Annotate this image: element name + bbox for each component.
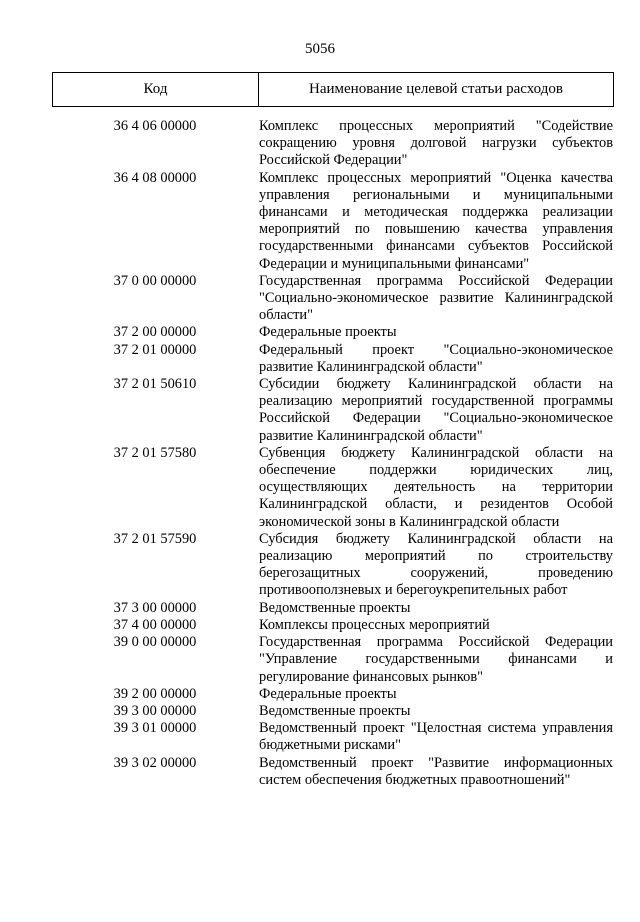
table-row xyxy=(52,600,614,617)
row-name: Федеральные проекты xyxy=(259,324,397,341)
row-code: 39 3 01 00000 xyxy=(113,720,197,737)
row-name: Федеральный проект "Социально-экономическое развитие Калининградской области" xyxy=(259,341,613,375)
row-code: 37 2 01 57580 xyxy=(113,444,197,461)
table-row xyxy=(52,170,614,273)
row-code: 37 3 00 00000 xyxy=(113,599,197,616)
row-code: 37 2 01 50610 xyxy=(113,376,197,393)
table-row xyxy=(52,617,614,634)
table-row xyxy=(52,634,614,686)
row-name: Комплексы процессных мероприятий xyxy=(259,616,490,633)
table-row xyxy=(52,324,614,341)
row-code: 37 0 00 00000 xyxy=(113,272,197,289)
row-name: Ведомственные проекты xyxy=(259,702,411,719)
row-code: 37 2 00 00000 xyxy=(113,324,197,341)
table-row xyxy=(52,376,614,445)
table-row xyxy=(52,720,614,754)
table-header xyxy=(52,72,614,107)
table-row xyxy=(52,342,614,376)
table-row xyxy=(52,273,614,325)
row-code: 37 4 00 00000 xyxy=(113,616,197,633)
row-name: Субсидия бюджету Калининградской области на реализацию мероприятий по строительству берегозащитных сооружений, проведению противооползневых и берегоукрепительных работ xyxy=(259,530,613,599)
table-row xyxy=(52,755,614,789)
table-row xyxy=(52,686,614,703)
row-name: Государственная программа Российской Федерации "Управление государственными финансами и регулирование финансовых рынков" xyxy=(259,634,613,685)
row-name: Субсидии бюджету Калининградской области на реализацию мероприятий государственной программы Российской Федерации "Социально-экономическое развитие Калининградской области" xyxy=(259,376,613,444)
row-code: 39 3 00 00000 xyxy=(113,702,197,719)
page-number: 5056 xyxy=(305,41,335,57)
row-code: 36 4 08 00000 xyxy=(113,169,197,186)
row-code: 39 3 02 00000 xyxy=(113,754,197,771)
row-code: 37 2 01 57590 xyxy=(113,530,197,547)
row-code: 36 4 06 00000 xyxy=(113,118,197,134)
row-name: Ведомственные проекты xyxy=(259,599,411,616)
row-name: Комплекс процессных мероприятий "Содействие сокращению уровня долговой нагрузки субъектов Российской Федерации" xyxy=(259,118,613,169)
table-row xyxy=(52,118,614,170)
row-name: Федеральные проекты xyxy=(259,685,397,702)
row-name: Ведомственный проект "Целостная система управления бюджетными рисками" xyxy=(259,720,613,754)
table-row xyxy=(52,703,614,720)
table-row xyxy=(52,445,614,531)
row-code: 39 0 00 00000 xyxy=(113,634,197,651)
row-name: Ведомственный проект "Развитие информационных систем обеспечения бюджетных правоотношений" xyxy=(259,754,613,788)
row-name: Комплекс процессных мероприятий "Оценка качества управления региональными и муниципальными финансами и методическая поддержка реализации мероприятий по повышению качества управления государственными финансами субъектов Российской Федерации и муниципальными финансами" xyxy=(259,169,613,272)
row-name: Государственная программа Российской Федерации "Социально-экономическое развитие Калининградской области" xyxy=(259,272,613,324)
header-name: Наименование целевой статьи расходов xyxy=(309,81,563,97)
row-code: 37 2 01 00000 xyxy=(113,341,197,358)
row-name: Субвенция бюджету Калининградской области на обеспечение поддержки юридических лиц, осуществляющих деятельность на территории Калининградской области, и резидентов Особой экономической зоны в Калининградской области xyxy=(259,444,613,530)
table-row xyxy=(52,531,614,600)
row-code: 39 2 00 00000 xyxy=(113,685,197,702)
header-code: Код xyxy=(53,73,259,106)
table-body xyxy=(52,118,614,789)
